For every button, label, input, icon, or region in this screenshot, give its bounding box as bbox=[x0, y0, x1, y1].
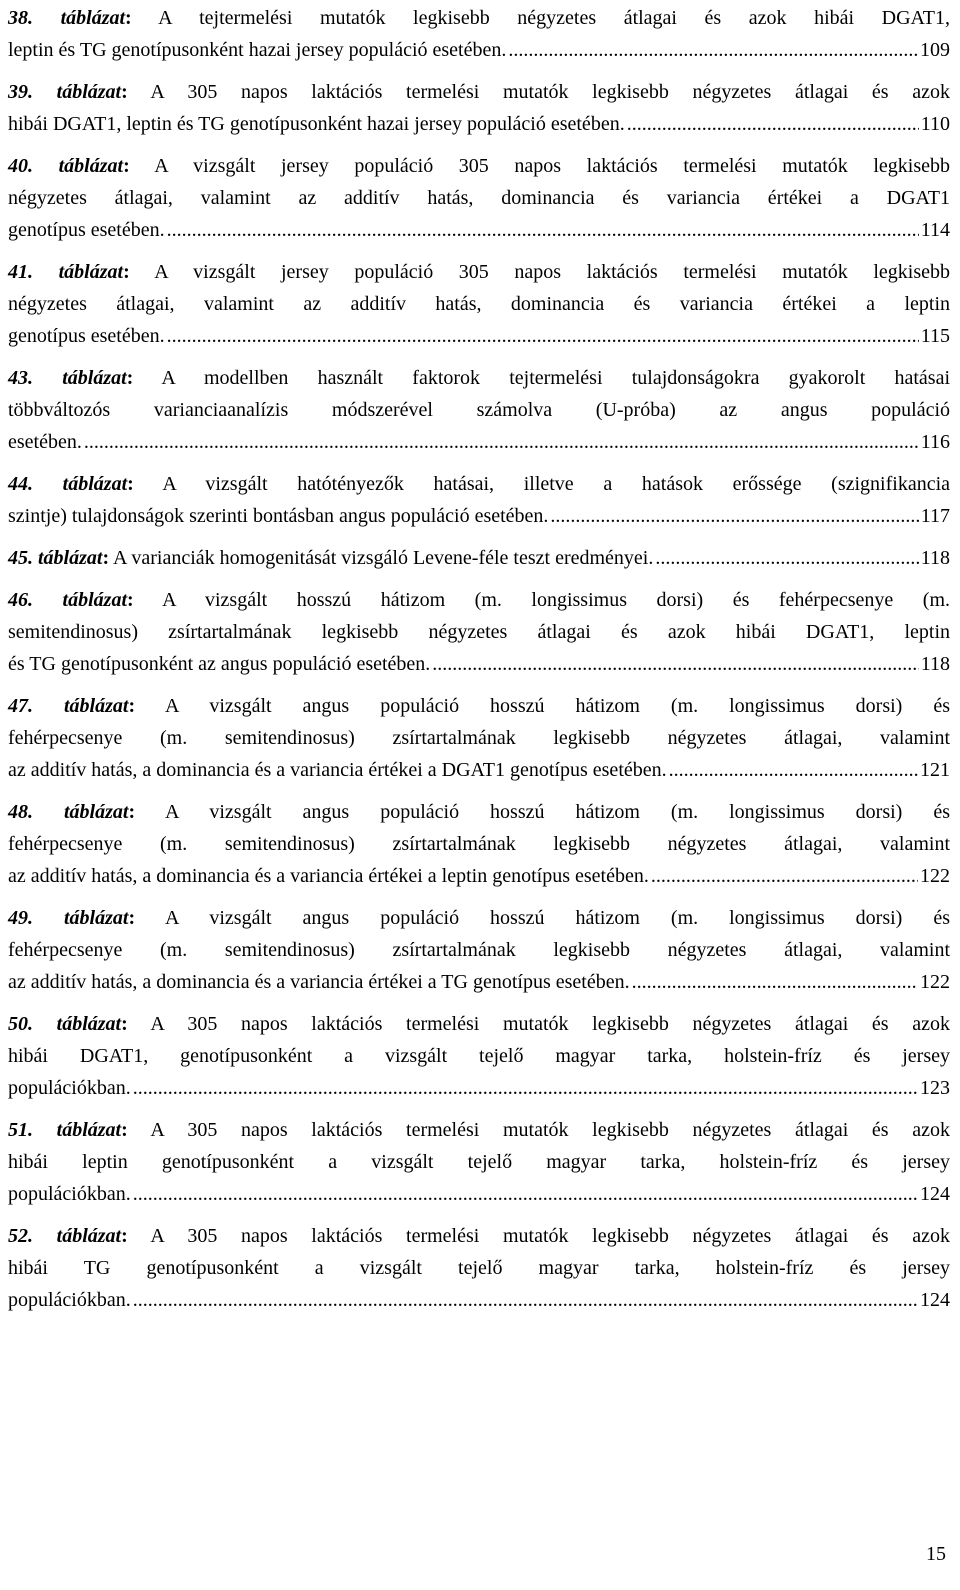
table-label: 50. táblázat: bbox=[8, 1013, 128, 1035]
toc-entry-title: A 305 napos laktációs termelési mutatók legkisebb négyzetes átlagai és azok bbox=[150, 1225, 950, 1247]
table-number: 50. bbox=[8, 1013, 33, 1035]
toc-entry[interactable] bbox=[8, 1220, 950, 1316]
toc-page-number[interactable]: 118 bbox=[920, 653, 950, 675]
toc-entry-text bbox=[8, 34, 506, 66]
toc-entry-title: A vizsgált hatótényezők hatásai, illetve a hatások erőssége (szignifikancia bbox=[162, 473, 951, 495]
toc-entry-text bbox=[8, 1284, 131, 1316]
table-word: táblázat bbox=[64, 695, 129, 717]
toc-entry-last-line bbox=[8, 214, 950, 246]
table-number: 51. bbox=[8, 1119, 33, 1141]
toc-entry-title: populációkban. bbox=[8, 1289, 131, 1311]
toc-entry-title: genotípus esetében. bbox=[8, 325, 165, 347]
toc-entry-title: A vizsgált angus populáció hosszú hátizom (m. longissimus dorsi) és bbox=[165, 907, 950, 929]
toc-entry-title: fehérpecsenye (m. semitendinosus) zsírtartalmának legkisebb négyzetes átlagai, valamint bbox=[8, 833, 950, 855]
toc-entry[interactable] bbox=[8, 902, 950, 998]
table-word: táblázat bbox=[62, 367, 127, 389]
dot-leader bbox=[655, 542, 918, 574]
toc-entry-line bbox=[8, 828, 950, 860]
table-label: 46. táblázat: bbox=[8, 589, 134, 611]
toc-entry-last-line bbox=[8, 648, 950, 680]
toc-entry-text bbox=[8, 966, 630, 998]
toc-entry-title: A modellben használt faktorok tejtermelési tulajdonságokra gyakorolt hatásai bbox=[161, 367, 951, 389]
table-label: 43. táblázat: bbox=[8, 367, 134, 389]
toc-entry-line bbox=[8, 362, 950, 394]
toc-entry-line bbox=[8, 468, 950, 500]
toc-entry-line bbox=[8, 1114, 950, 1146]
toc-entry-last-line bbox=[8, 1178, 950, 1210]
toc-page-number[interactable]: 122 bbox=[920, 865, 950, 887]
table-word: táblázat bbox=[56, 1013, 122, 1035]
toc-entry-line bbox=[8, 796, 950, 828]
toc-entry-last-line bbox=[8, 542, 950, 574]
toc-entry-title: semitendinosus) zsírtartalmának legkisebb négyzetes átlagai és azok hibái DGAT1, leptin bbox=[8, 621, 950, 643]
toc-page-number[interactable]: 109 bbox=[920, 39, 950, 61]
toc-entry-title: hibái DGAT1, leptin és TG genotípusonként hazai jersey populáció esetében. bbox=[8, 113, 625, 135]
dot-leader bbox=[508, 34, 918, 66]
dot-leader bbox=[167, 214, 919, 246]
toc-entry-line bbox=[8, 288, 950, 320]
toc-entry-title: A vizsgált angus populáció hosszú hátizom (m. longissimus dorsi) és bbox=[165, 801, 950, 823]
table-label: 40. táblázat: bbox=[8, 155, 130, 177]
toc-entry-title: négyzetes átlagai, valamint az additív hatás, dominancia és variancia értékei a DGAT1 bbox=[8, 187, 950, 209]
toc-entry-title: az additív hatás, a dominancia és a variancia értékei a leptin genotípus esetében. bbox=[8, 865, 649, 887]
toc-entry-title: A 305 napos laktációs termelési mutatók legkisebb négyzetes átlagai és azok bbox=[150, 1119, 950, 1141]
toc-entry-title: A tejtermelési mutatók legkisebb négyzetes átlagai és azok hibái DGAT1, bbox=[158, 7, 950, 29]
toc-entry-title: genotípus esetében. bbox=[8, 219, 165, 241]
toc-entry-text bbox=[8, 754, 667, 786]
dot-leader bbox=[133, 1284, 918, 1316]
toc-page-number[interactable]: 117 bbox=[920, 505, 950, 527]
toc-entry-title: az additív hatás, a dominancia és a variancia értékei a TG genotípus esetében. bbox=[8, 971, 630, 993]
toc-entry-line bbox=[8, 1146, 950, 1178]
toc-entry-line bbox=[8, 256, 950, 288]
toc-entry-title: többváltozós varianciaanalízis módszerével számolva (U-próba) az angus populáció bbox=[8, 399, 950, 421]
toc-entry-title: populációkban. bbox=[8, 1077, 131, 1099]
toc-entry-line bbox=[8, 182, 950, 214]
toc-page-number[interactable]: 122 bbox=[920, 971, 950, 993]
table-number: 46. bbox=[8, 589, 33, 611]
table-number: 39. bbox=[8, 81, 33, 103]
toc-entry-line bbox=[8, 902, 950, 934]
toc-entry-line bbox=[8, 1252, 950, 1284]
table-number: 45. bbox=[8, 547, 33, 569]
toc-entry[interactable] bbox=[8, 690, 950, 786]
table-word: táblázat bbox=[58, 261, 124, 283]
list-of-tables bbox=[8, 0, 950, 1316]
toc-entry-title: A vizsgált hosszú hátizom (m. longissimus dorsi) és fehérpecsenye (m. bbox=[162, 589, 951, 611]
toc-entry[interactable] bbox=[8, 584, 950, 680]
toc-entry-last-line bbox=[8, 108, 950, 140]
toc-entry-title: fehérpecsenye (m. semitendinosus) zsírtartalmának legkisebb négyzetes átlagai, valamint bbox=[8, 939, 950, 961]
table-word: táblázat bbox=[56, 1225, 122, 1247]
toc-entry[interactable] bbox=[8, 1008, 950, 1104]
toc-entry[interactable] bbox=[8, 796, 950, 892]
page-number: 15 bbox=[926, 1543, 946, 1565]
table-label: 39. táblázat: bbox=[8, 81, 128, 103]
table-label: 38. táblázat: bbox=[8, 7, 132, 29]
toc-entry[interactable] bbox=[8, 468, 950, 532]
toc-entry-title: A vizsgált jersey populáció 305 napos laktációs termelési mutatók legkisebb bbox=[154, 155, 951, 177]
table-number: 41. bbox=[8, 261, 33, 283]
toc-entry-title: A vizsgált angus populáció hosszú hátizom (m. longissimus dorsi) és bbox=[165, 695, 950, 717]
table-number: 47. bbox=[8, 695, 33, 717]
table-label: 52. táblázat: bbox=[8, 1225, 128, 1247]
table-number: 49. bbox=[8, 907, 33, 929]
toc-entry-line bbox=[8, 1220, 950, 1252]
table-number: 44. bbox=[8, 473, 33, 495]
toc-entry[interactable] bbox=[8, 2, 950, 66]
toc-entry-line bbox=[8, 394, 950, 426]
toc-entry-last-line bbox=[8, 1072, 950, 1104]
toc-entry-line bbox=[8, 690, 950, 722]
toc-page-number[interactable]: 123 bbox=[920, 1077, 950, 1099]
toc-entry[interactable] bbox=[8, 1114, 950, 1210]
toc-entry-last-line bbox=[8, 34, 950, 66]
toc-entry-last-line bbox=[8, 966, 950, 998]
table-number: 40. bbox=[8, 155, 33, 177]
toc-page-number[interactable]: 115 bbox=[920, 325, 950, 347]
toc-entry-text bbox=[8, 108, 625, 140]
toc-entry[interactable] bbox=[8, 76, 950, 140]
toc-entry-text bbox=[8, 500, 548, 532]
toc-entry-last-line bbox=[8, 860, 950, 892]
dot-leader bbox=[432, 648, 918, 680]
toc-page-number[interactable]: 116 bbox=[920, 431, 950, 453]
table-label: 48. táblázat: bbox=[8, 801, 136, 823]
toc-entry-text bbox=[8, 1072, 131, 1104]
toc-entry-text bbox=[8, 542, 653, 574]
toc-entry-title: fehérpecsenye (m. semitendinosus) zsírtartalmának legkisebb négyzetes átlagai, valamint bbox=[8, 727, 950, 749]
table-word: táblázat bbox=[64, 907, 129, 929]
toc-entry-last-line bbox=[8, 426, 950, 458]
toc-entry-title: hibái leptin genotípusonként a vizsgált tejelő magyar tarka, holstein-fríz és jersey bbox=[8, 1151, 950, 1173]
toc-entry-line bbox=[8, 722, 950, 754]
toc-page-number[interactable]: 124 bbox=[920, 1183, 950, 1205]
toc-page-number[interactable]: 118 bbox=[920, 547, 950, 569]
toc-entry-line bbox=[8, 934, 950, 966]
toc-entry-text bbox=[8, 648, 430, 680]
dot-leader bbox=[651, 860, 918, 892]
toc-entry-line bbox=[8, 2, 950, 34]
table-word: táblázat bbox=[38, 547, 103, 569]
toc-entry-title: populációkban. bbox=[8, 1183, 131, 1205]
toc-page-number[interactable]: 114 bbox=[920, 219, 950, 241]
table-word: táblázat bbox=[62, 589, 127, 611]
toc-entry-title: négyzetes átlagai, valamint az additív hatás, dominancia és variancia értékei a leptin bbox=[8, 293, 950, 315]
toc-entry-last-line bbox=[8, 754, 950, 786]
table-number: 38. bbox=[8, 7, 33, 29]
toc-entry-title: A vizsgált jersey populáció 305 napos laktációs termelési mutatók legkisebb bbox=[154, 261, 951, 283]
toc-entry[interactable] bbox=[8, 256, 950, 352]
table-word: táblázat bbox=[56, 1119, 122, 1141]
toc-entry[interactable] bbox=[8, 362, 950, 458]
toc-entry-title: szintje) tulajdonságok szerinti bontásban angus populáció esetében. bbox=[8, 505, 549, 527]
toc-entry-title: hibái TG genotípusonként a vizsgált tejelő magyar tarka, holstein-fríz és jersey bbox=[8, 1257, 950, 1279]
dot-leader bbox=[627, 108, 919, 140]
toc-entry[interactable] bbox=[8, 542, 950, 574]
toc-entry-last-line bbox=[8, 1284, 950, 1316]
table-label: 44. táblázat: bbox=[8, 473, 134, 495]
toc-entry-text bbox=[8, 214, 165, 246]
table-label: 51. táblázat: bbox=[8, 1119, 128, 1141]
dot-leader bbox=[632, 966, 918, 998]
toc-entry-title: leptin és TG genotípusonként hazai jersey populáció esetében. bbox=[8, 39, 507, 61]
toc-entry-last-line bbox=[8, 500, 950, 532]
toc-entry-line bbox=[8, 616, 950, 648]
table-word: táblázat bbox=[58, 155, 124, 177]
table-number: 52. bbox=[8, 1225, 33, 1247]
table-word: táblázat bbox=[56, 81, 122, 103]
toc-entry-title: az additív hatás, a dominancia és a variancia értékei a DGAT1 genotípus esetében. bbox=[8, 759, 667, 781]
toc-entry-text bbox=[8, 1178, 131, 1210]
table-number: 43. bbox=[8, 367, 33, 389]
table-label: 45. táblázat: bbox=[8, 547, 110, 569]
toc-entry-text bbox=[8, 426, 82, 458]
toc-entry-title: A 305 napos laktációs termelési mutatók legkisebb négyzetes átlagai és azok bbox=[150, 81, 950, 103]
toc-page-number[interactable]: 124 bbox=[920, 1289, 950, 1311]
toc-page-number[interactable]: 121 bbox=[920, 759, 950, 781]
table-number: 48. bbox=[8, 801, 33, 823]
toc-entry-text bbox=[8, 320, 165, 352]
toc-entry-title: hibái DGAT1, genotípusonként a vizsgált tejelő magyar tarka, holstein-fríz és jersey bbox=[8, 1045, 950, 1067]
table-word: táblázat bbox=[62, 473, 128, 495]
toc-entry-line bbox=[8, 76, 950, 108]
table-label: 49. táblázat: bbox=[8, 907, 136, 929]
dot-leader bbox=[550, 500, 918, 532]
toc-entry-line bbox=[8, 1008, 950, 1040]
table-word: táblázat bbox=[64, 801, 129, 823]
toc-page-number[interactable]: 110 bbox=[920, 113, 950, 135]
table-label: 47. táblázat: bbox=[8, 695, 136, 717]
toc-entry-title: A varianciák homogenitását vizsgáló Levene-féle teszt eredményei. bbox=[113, 547, 654, 569]
toc-entry-line bbox=[8, 584, 950, 616]
dot-leader bbox=[669, 754, 918, 786]
toc-entry-title: esetében. bbox=[8, 431, 82, 453]
toc-entry-text bbox=[8, 860, 649, 892]
toc-entry[interactable] bbox=[8, 150, 950, 246]
table-label: 41. táblázat: bbox=[8, 261, 130, 283]
dot-leader bbox=[167, 320, 919, 352]
toc-entry-last-line bbox=[8, 320, 950, 352]
dot-leader bbox=[133, 1178, 918, 1210]
toc-entry-title: A 305 napos laktációs termelési mutatók legkisebb négyzetes átlagai és azok bbox=[150, 1013, 950, 1035]
toc-entry-line bbox=[8, 1040, 950, 1072]
toc-entry-title: és TG genotípusonként az angus populáció esetében. bbox=[8, 653, 431, 675]
dot-leader bbox=[133, 1072, 918, 1104]
dot-leader bbox=[84, 426, 919, 458]
toc-entry-line bbox=[8, 150, 950, 182]
table-word: táblázat bbox=[60, 7, 126, 29]
